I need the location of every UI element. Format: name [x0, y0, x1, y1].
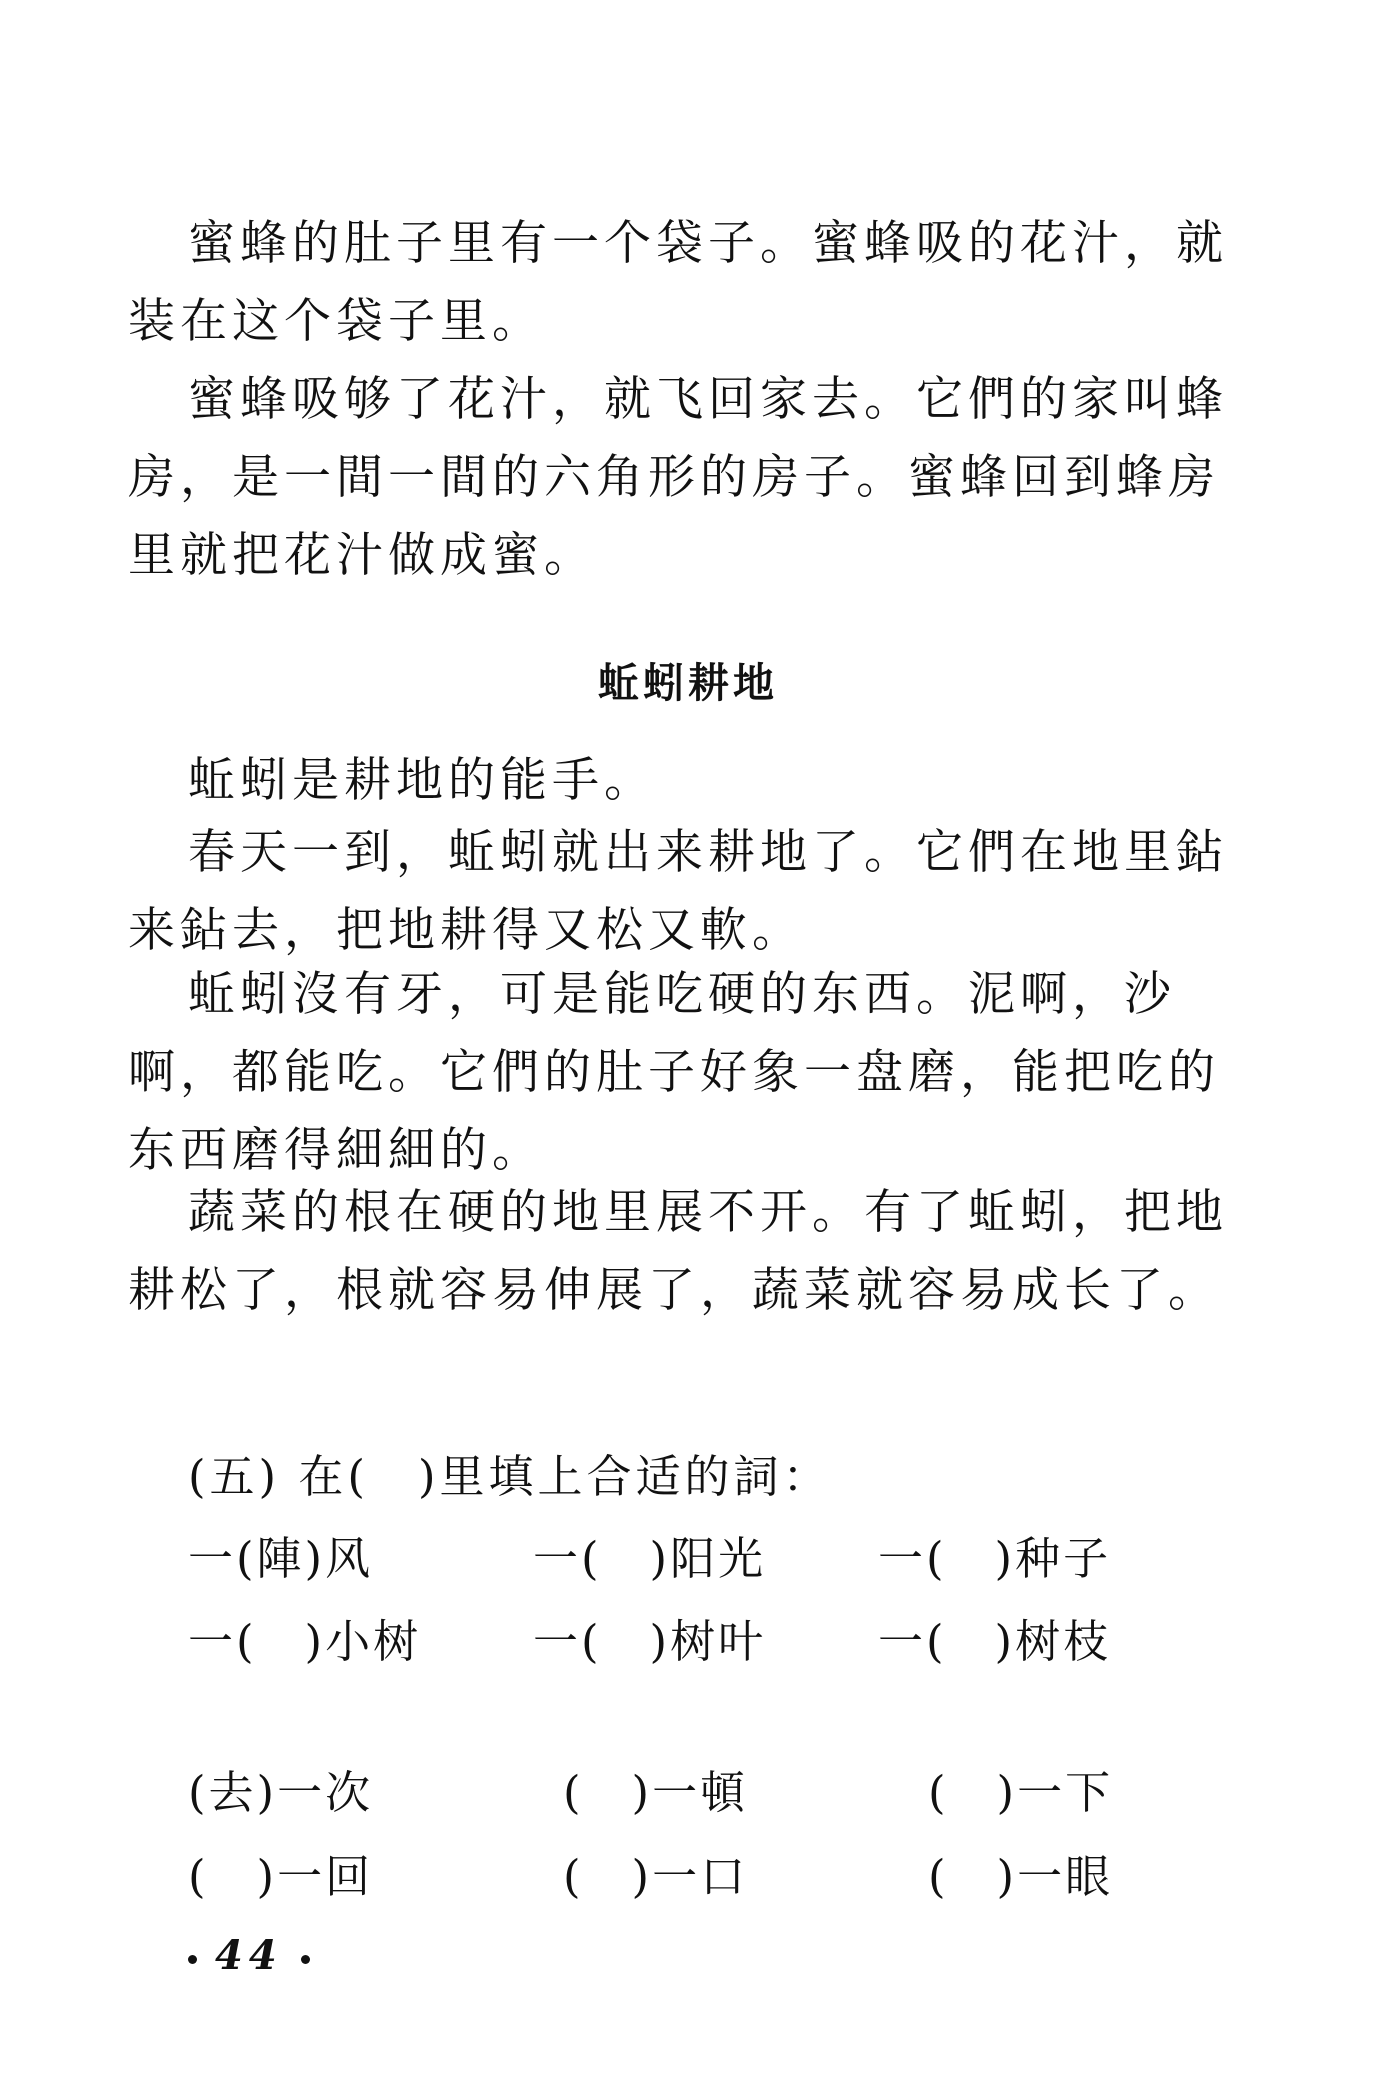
exercise-item: 一( )种子 — [878, 1532, 1112, 1585]
bullet-dot-icon — [188, 1955, 197, 1964]
exercise-row — [188, 1756, 1188, 1836]
exercise-item: 一(陣)风 — [188, 1532, 374, 1585]
exercise-item: ( )一口 — [563, 1850, 749, 1903]
exercise-heading: (五) 在( )里填上合适的詞： — [188, 1450, 832, 1503]
exercise-item: 一( )树枝 — [878, 1615, 1112, 1668]
section-title: 蚯蚓耕地 — [598, 659, 778, 707]
page-number — [170, 1932, 328, 1979]
exercise-row — [188, 1522, 1188, 1602]
exercise-item: ( )一回 — [188, 1850, 374, 1903]
paragraph-earthworm-3: 蚯蚓沒有牙，可是能吃硬的东西。泥啊，沙啊，都能吃。它們的肚子好象一盘磨，能把吃的东西磨得細細的。 — [128, 967, 1220, 1178]
exercise-item: ( )一頓 — [563, 1766, 749, 1819]
exercise-item: 一( )树叶 — [533, 1615, 767, 1668]
paragraph-bee-pouch: 蜜蜂的肚子里有一个袋子。蜜蜂吸的花汁，就装在这个袋子里。 — [128, 216, 1228, 349]
paragraph-earthworm-1: 蚯蚓是耕地的能手。 — [188, 753, 656, 808]
paragraph-earthworm-4: 蔬菜的根在硬的地里展不开。有了蚯蚓，把地耕松了，根就容易伸展了，蔬菜就容易成长了。 — [128, 1185, 1228, 1318]
exercise-row — [188, 1840, 1188, 1920]
paragraph-bee-hive: 蜜蜂吸够了花汁，就飞回家去。它們的家叫蜂房，是一間一間的六角形的房子。蜜蜂回到蜂房里就把花汁做成蜜。 — [128, 372, 1228, 583]
paragraph-earthworm-2: 春天一到，蚯蚓就出来耕地了。它們在地里鉆来鉆去，把地耕得又松又軟。 — [128, 825, 1228, 958]
exercise-item: ( )一眼 — [928, 1850, 1114, 1903]
bullet-dot-icon — [301, 1955, 310, 1964]
exercise-item: ( )一下 — [928, 1766, 1114, 1819]
exercise-row — [188, 1605, 1188, 1685]
page-number-value: 44 — [215, 1932, 283, 1979]
exercise-item: 一( )小树 — [188, 1615, 422, 1668]
exercise-item: 一( )阳光 — [533, 1532, 767, 1585]
exercise-item: (去)一次 — [188, 1766, 374, 1819]
